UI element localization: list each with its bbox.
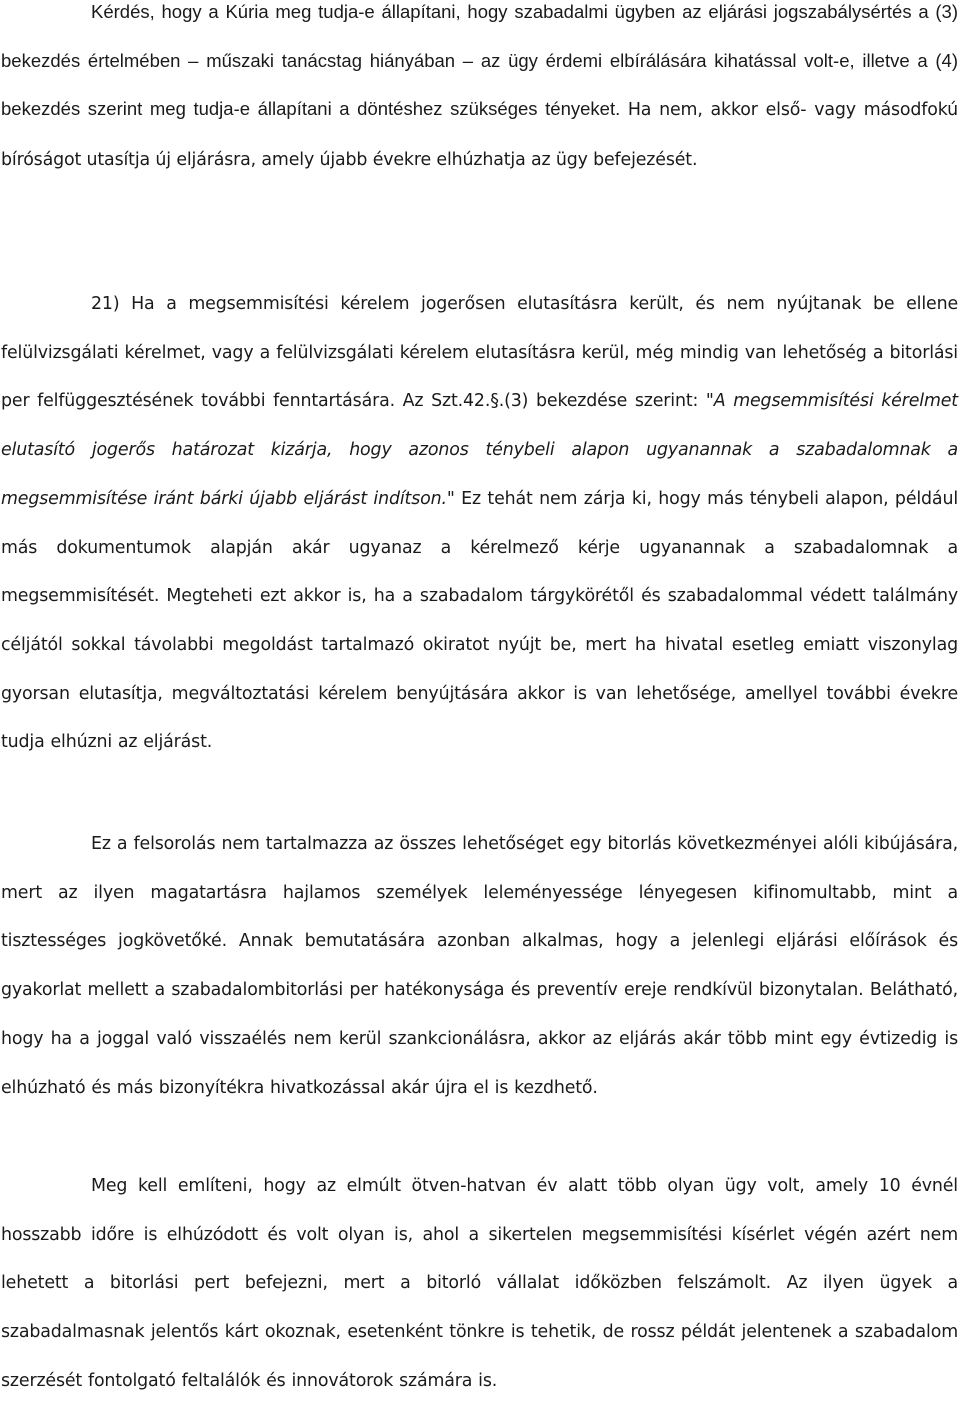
paragraph-21-quote: A megsemmisítési kérelmet elutasító jogerős határozat kizárja, hogy azonos ténybeli alapon ugyanannak a szabadalomnak a megsemmisítése iránt bárki újabb eljárást indítson. [1,391,958,509]
paragraph-21-rejection [1,280,958,767]
paragraph-21-intro: 21) Ha a megsemmisítési kérelem jogerősen elutasításra került, és nem nyújtanak be ellene felülvizsgálati kérelmet, vagy a felülvizsgálati kérelem elutasításra kerül, még mindig van lehetőség a bitorlási per felfüggesztésének további fenntartására. Az Szt.42.§.(3) bekezdése szerint: " [1,294,958,412]
paragraph-kuria-question-tail: Ha nem, akkor első- vagy másodfokú bíróságot utasítja új eljárásra, amely újabb évekre elhúzhatja az ügy befejezését. [1,100,959,171]
paragraph-21-rest: " Ez tehát nem zárja ki, hogy más ténybeli alapon, például más dokumentumok alapján akár ugyanaz a kérelmező kérje ugyanannak a szabadalomnak a megsemmisítését. Megteheti ezt akkor is, ha a szabadalom tárgykörétől és szabadalommal védett találmány céljától sokkal távolabbi megoldást tartalmazó okiratot nyújt be, mert ha hivatal esetleg emiatt viszonylag gyorsan elutasítja, megváltoztatási kérelem benyújtására akkor is van lehetősége, amellyel további évekre tudja elhúzni az eljárást. [1,488,958,753]
paragraph-kuria-question-text: Kérdés, hogy a Kúria meg tudja-e állapítani, hogy szabadalmi ügyben az eljárási jogszabálysértés a (3) bekezdés értelmében – műszaki tanácstag hiányában – az ügy érdemi elbírálására kihatással volt-e, illetve a (4) bekezdés szerint meg tudja-e állapítani a döntéshez szükséges tényeket. [1,1,958,120]
paragraph-enumeration-summary: Ez a felsorolás nem tartalmazza az összes lehetőséget egy bitorlás következményei alóli kibújására, mert az ilyen magatartásra hajlamos személyek leleményessége lényegesen kifinomultabb, mint a tisztességes jogkövetőké. Annak bemutatására azonban alkalmas, hogy a jelenlegi eljárási előírások és gyakorlat mellett a szabadalombitorlási per hatékonysága és preventív ereje rendkívül bizonytalan. Belátható, hogy ha a joggal való visszaélés nem kerül szankcionálásra, akkor az eljárás akár több mint egy évtizedig is elhúzható és más bizonyítékra hivatkozással akár újra el is kezdhető. [1,834,958,1098]
paragraph-kuria-question [1,0,958,185]
paragraph-historical-cases: Meg kell említeni, hogy az elmúlt ötven-hatvan év alatt több olyan ügy volt, amely 10 évnél hosszabb időre is elhúzódott és volt olyan is, ahol a sikertelen megsemmisítési kísérlet végén azért nem lehetett a bitorlási pert befejezni, mert a bitorló vállalat időközben felszámolt. Az ilyen ügyek a szabadalmasnak jelentős kárt okoznak, esetenként tönkre is tehetik, de rossz példát jelentenek a szabadalom szerzését fontolgató feltalálók és innovátorok számára is. [1,1176,958,1391]
